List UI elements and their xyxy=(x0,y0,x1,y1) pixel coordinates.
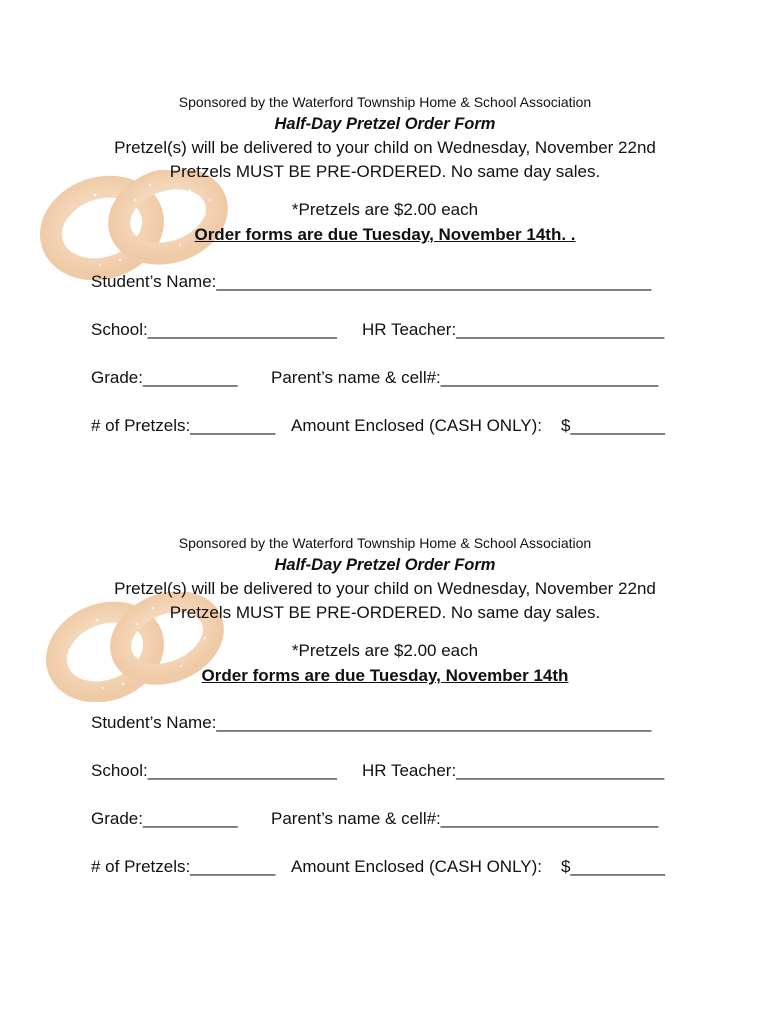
pretzel-count-field[interactable]: # of Pretzels:_________ xyxy=(91,857,276,876)
hr-teacher-field[interactable]: HR Teacher:______________________ xyxy=(362,320,665,339)
parent-cell-field[interactable]: Parent’s name & cell#:_______________________ xyxy=(271,809,659,828)
amount-enclosed-label: Amount Enclosed (CASH ONLY): xyxy=(291,857,542,876)
sponsor-line: Sponsored by the Waterford Township Home & School Association xyxy=(178,535,592,551)
delivery-note: Pretzel(s) will be delivered to your child on Wednesday, November 22nd xyxy=(114,579,656,598)
amount-enclosed-label: Amount Enclosed (CASH ONLY): xyxy=(291,416,542,435)
hr-teacher-field[interactable]: HR Teacher:______________________ xyxy=(362,761,665,780)
grade-field[interactable]: Grade:__________ xyxy=(91,809,238,828)
order-form-2 xyxy=(0,441,770,876)
due-date-note: Order forms are due Tuesday, November 14th xyxy=(201,666,569,685)
school-field[interactable]: School:____________________ xyxy=(91,761,337,780)
preorder-note: Pretzels MUST BE PRE-ORDERED. No same day sales. xyxy=(169,603,601,622)
pretzel-count-field[interactable]: # of Pretzels:_________ xyxy=(91,416,276,435)
order-form-1 xyxy=(0,0,770,435)
preorder-note: Pretzels MUST BE PRE-ORDERED. No same day sales. xyxy=(169,162,601,181)
amount-enclosed-field[interactable]: $__________ xyxy=(561,416,666,435)
price-note: *Pretzels are $2.00 each xyxy=(291,200,479,219)
due-date-note: Order forms are due Tuesday, November 14th. . xyxy=(194,225,576,244)
amount-enclosed-field[interactable]: $__________ xyxy=(561,857,666,876)
sponsor-line: Sponsored by the Waterford Township Home & School Association xyxy=(178,94,592,110)
form-title: Half-Day Pretzel Order Form xyxy=(274,556,496,574)
student-name-field[interactable]: Student’s Name:______________________________________________ xyxy=(91,272,652,291)
price-note: *Pretzels are $2.00 each xyxy=(291,641,479,660)
form-title: Half-Day Pretzel Order Form xyxy=(274,115,496,133)
delivery-note: Pretzel(s) will be delivered to your child on Wednesday, November 22nd xyxy=(114,138,656,157)
parent-cell-field[interactable]: Parent’s name & cell#:_______________________ xyxy=(271,368,659,387)
grade-field[interactable]: Grade:__________ xyxy=(91,368,238,387)
student-name-field[interactable]: Student’s Name:______________________________________________ xyxy=(91,713,652,732)
school-field[interactable]: School:____________________ xyxy=(91,320,337,339)
